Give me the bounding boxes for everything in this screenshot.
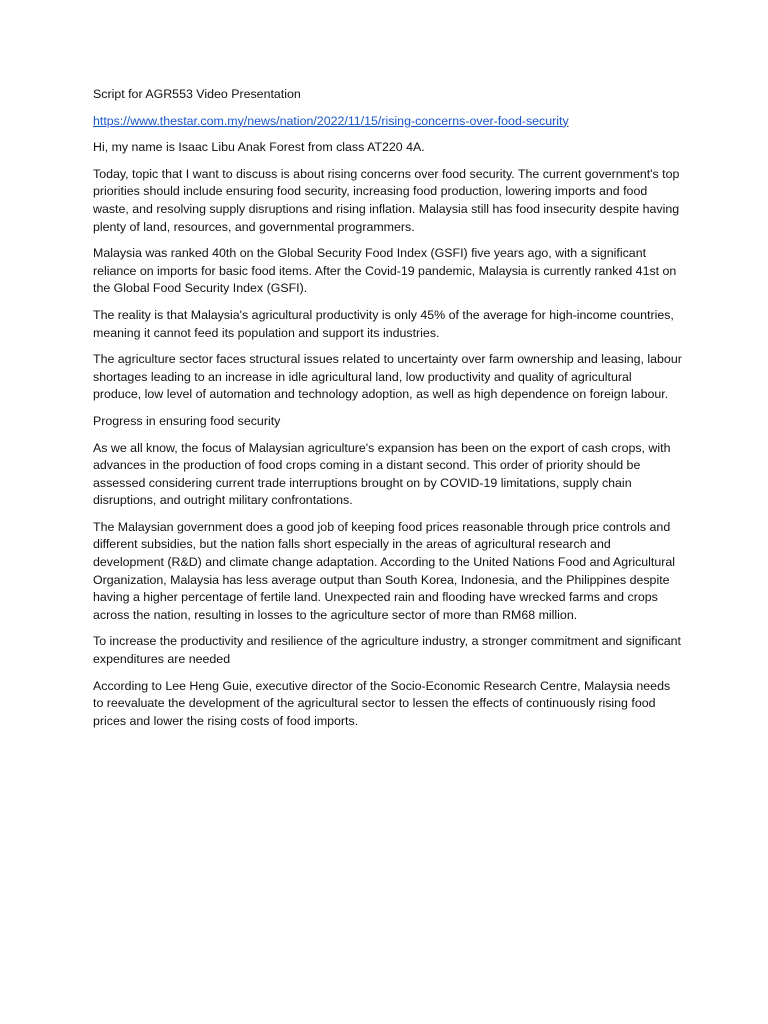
- paragraph-ranking: Malaysia was ranked 40th on the Global Security Food Index (GSFI) five years ago, with a significant reliance on imports for basic food items. After the Covid-19 pandemic, Malaysia is currently ranked 41st on the Global Food Security Index (GSFI).: [93, 246, 677, 296]
- paragraph-structural-issues: The agriculture sector faces structural issues related to uncertainty over farm ownership and leasing, labour shortages leading to an increase in idle agricultural land, low productivity and quality of agricultural produce, low level of automation and technology adoption, as well as high dependence on foreign labour.: [93, 352, 682, 402]
- source-link[interactable]: https://www.thestar.com.my/news/nation/2022/11/15/rising-concerns-over-food-security: [93, 113, 569, 128]
- section-heading: Progress in ensuring food security: [93, 413, 281, 428]
- document-title: Script for AGR553 Video Presentation: [93, 87, 301, 101]
- paragraph-topic: Today, topic that I want to discuss is about rising concerns over food security. The current government's top priorities should include ensuring food security, increasing food production, lowering imports and food waste, and resolving supply disruptions and rising inflation. Malaysia still has food insecurity despite having plenty of land, resources, and governmental programmers.: [93, 166, 680, 234]
- paragraph-intro: Hi, my name is Isaac Libu Anak Forest from class AT220 4A.: [93, 140, 425, 155]
- paragraph-government: The Malaysian government does a good job of keeping food prices reasonable through price controls and different subsidies, but the nation falls short especially in the areas of agricultural research and development (R&D) and climate change adaptation. According to the United Nations Food and Agricultural Organization, Malaysia has less average output than South Korea, Indonesia, and the Philippines despite having a higher percentage of fertile land. Unexpected rain and flooding have wrecked farms and crops across the nation, resulting in losses to the agriculture sector of more than RM68 million.: [93, 519, 676, 622]
- paragraph-reevaluate: According to Lee Heng Guie, executive director of the Socio-Economic Research Centre, Malaysia needs to reevaluate the development of the agricultural sector to lessen the effects of continuously rising food prices and lower the rising costs of food imports.: [93, 678, 671, 728]
- paragraph-export-focus: As we all know, the focus of Malaysian agriculture's expansion has been on the export of cash crops, with advances in the production of food crops coming in a distant second. This order of priority should be assessed considering current trade interruptions brought on by COVID-19 limitations, supply chain disruptions, and outright military confrontations.: [93, 440, 671, 508]
- document-body: [93, 86, 683, 739]
- source-link-line: [93, 113, 683, 131]
- paragraph-commitment: To increase the productivity and resilience of the agriculture industry, a stronger commitment and significant expenditures are needed: [93, 634, 681, 667]
- paragraph-productivity: The reality is that Malaysia's agricultural productivity is only 45% of the average for high-income countries, meaning it cannot feed its population and support its industries.: [93, 307, 674, 340]
